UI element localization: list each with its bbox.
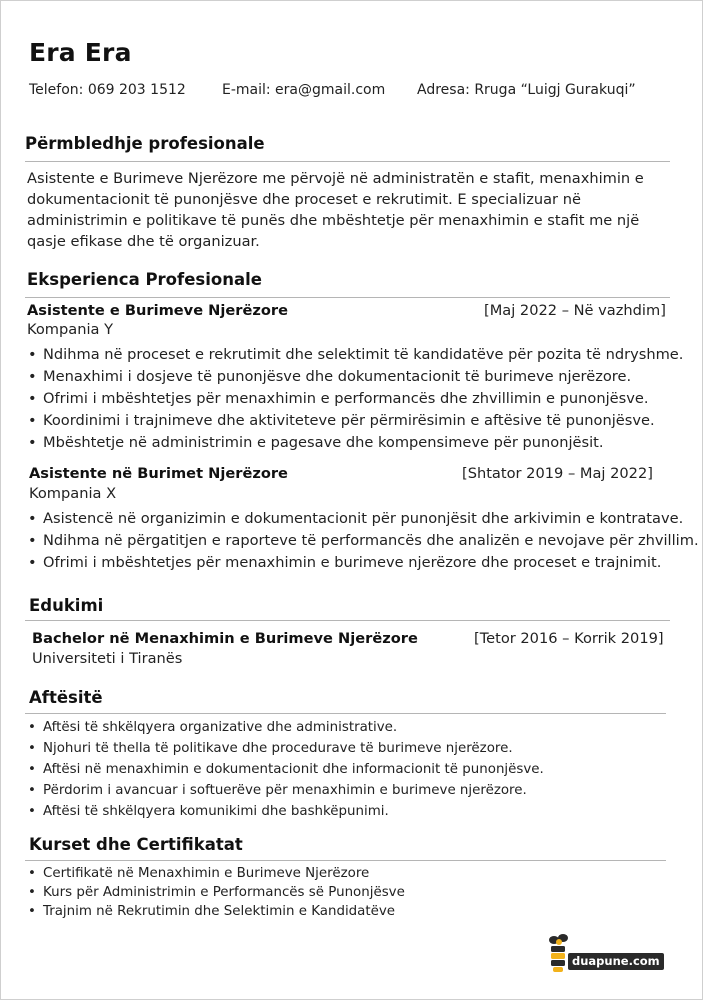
list-item: • Njohuri të thella të politikave dhe procedurave të burimeve njerëzore. — [27, 738, 544, 759]
list-item: • Ofrimi i mbështetjes për menaxhimin e performancës dhe zhvillimin e punonjësve. — [27, 388, 683, 410]
list-item: • Ndihma në përgatitjen e raporteve të performancës dhe analizën e nevojave për zhvillim. — [27, 530, 699, 552]
job-duties-list — [27, 508, 699, 574]
experience-divider — [25, 297, 670, 298]
phone-text: Telefon: 069 203 1512 — [29, 82, 186, 98]
job-duties-list — [27, 344, 683, 454]
list-item: • Menaxhimi i dosjeve të punonjësve dhe dokumentacionit të burimeve njerëzore. — [27, 366, 683, 388]
education-dates: [Tetor 2016 – Korrik 2019] — [474, 630, 664, 647]
courses-heading: Kurset dhe Certifikatat — [29, 835, 243, 854]
duapune-wordmark: duapune.com — [568, 953, 664, 970]
list-item: • Aftësi të shkëlqyera organizative dhe administrative. — [27, 717, 544, 738]
courses-list — [27, 864, 405, 921]
job-title: Asistente në Burimet Njerëzore — [29, 465, 288, 482]
list-item: • Certifikatë në Menaxhimin e Burimeve Njerëzore — [27, 864, 405, 883]
list-item: • Ofrimi i mbështetjes për menaxhimin e burimeve njerëzore dhe proceset e trajnimit. — [27, 552, 699, 574]
list-item: • Aftësi në menaxhimin e dokumentacionit dhe informacionit të punonjësve. — [27, 759, 544, 780]
list-item: • Aftësi të shkëlqyera komunikimi dhe bashkëpunimi. — [27, 801, 544, 822]
skills-list — [27, 717, 544, 822]
candidate-name: Era Era — [29, 38, 132, 67]
job-dates: [Shtator 2019 – Maj 2022] — [462, 465, 653, 482]
job-dates: [Maj 2022 – Në vazhdim] — [484, 302, 666, 319]
summary-paragraph: Asistente e Burimeve Njerëzore me përvojë në administratën e stafit, menaxhimin e dokumentacionit të punonjësve dhe proceset e rekrutimit. E specializuar në administrimin e politikave të punës dhe mbështetje për menaxhimin e stafit me një qasje efikase dhe të organizuar. — [27, 170, 644, 250]
list-item: • Trajnim në Rekrutimin dhe Selektimin e Kandidatëve — [27, 902, 405, 921]
list-item: • Mbështetje në administrimin e pagesave dhe kompensimeve për punonjësit. — [27, 432, 683, 454]
summary-heading: Përmbledhje profesionale — [25, 134, 265, 153]
job-company: Kompania Y — [27, 321, 113, 338]
list-item: • Kurs për Administrimin e Performancës së Punonjësve — [27, 883, 405, 902]
email-text: E-mail: era@gmail.com — [222, 82, 386, 98]
job-title: Asistente e Burimeve Njerëzore — [27, 302, 288, 319]
list-item: • Përdorim i avancuar i softuerëve për menaxhimin e burimeve njerëzore. — [27, 780, 544, 801]
list-item: • Asistencë në organizimin e dokumentacionit për punonjësit dhe arkivimin e kontratave. — [27, 508, 699, 530]
list-item: • Koordinimi i trajnimeve dhe aktiviteteve për përmirësimin e aftësive të punonjësve. — [27, 410, 683, 432]
skills-heading: Aftësitë — [29, 688, 103, 707]
job-company: Kompania X — [29, 485, 117, 502]
degree-title: Bachelor në Menaxhimin e Burimeve Njerëzore — [32, 630, 418, 647]
education-heading: Edukimi — [29, 596, 104, 615]
education-divider — [25, 620, 670, 621]
experience-heading: Eksperienca Profesionale — [27, 270, 262, 289]
school-name: Universiteti i Tiranës — [32, 650, 183, 667]
address-text: Adresa: Rruga “Luigj Gurakuqi” — [417, 82, 636, 98]
courses-divider — [25, 860, 666, 861]
skills-divider — [25, 713, 666, 714]
list-item: • Ndihma në proceset e rekrutimit dhe selektimit të kandidatëve për pozita të ndryshme. — [27, 344, 683, 366]
summary-divider — [25, 161, 670, 162]
